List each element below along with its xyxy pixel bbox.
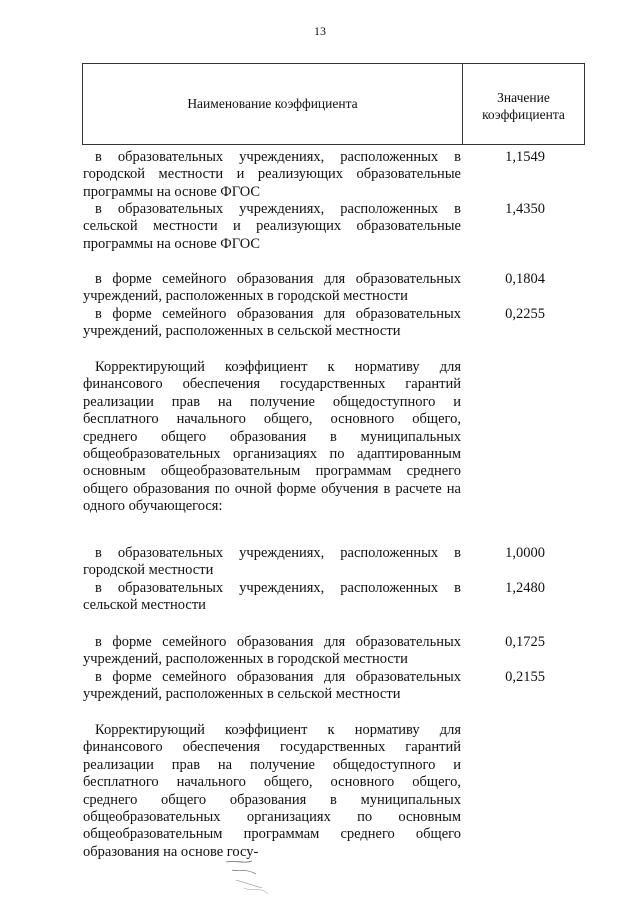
coefficient-value: 0,2255 (505, 306, 545, 322)
table-header (82, 63, 585, 145)
coefficient-value: 0,1804 (505, 271, 545, 287)
header-coefficient-name: Наименование коэффициента (187, 96, 358, 111)
corrective-coefficient-paragraph: Корректирующий коэффициент к нормативу для финансового обеспечения государственных гарантий реализации прав на получение общедоступного и бесплатного начального общего, основного общего, среднего общего образования в муниципальных общеобразовательных организациях по основным общеобразовательным программам среднего общего образования на основе госу- (83, 722, 461, 860)
coefficient-label: в форме семейного образования для образовательных учреждений, расположенных в сельской местности (83, 669, 461, 703)
coefficient-label: в форме семейного образования для образовательных учреждений, расположенных в сельской местности (83, 306, 461, 340)
handwritten-mark (222, 858, 282, 898)
coefficient-label: в форме семейного образования для образовательных учреждений, расположенных в городской местности (83, 271, 461, 305)
coefficient-value: 0,1725 (505, 634, 545, 650)
coefficient-value: 1,0000 (505, 545, 545, 561)
coefficient-value: 1,1549 (505, 149, 545, 165)
coefficient-label: в образовательных учреждениях, расположенных в сельской местности и реализующих образовательные программы на основе ФГОС (83, 201, 461, 252)
coefficient-value: 1,2480 (505, 580, 545, 596)
coefficient-label: в образовательных учреждениях, расположенных в сельской местности (83, 580, 461, 614)
coefficient-label: в форме семейного образования для образовательных учреждений, расположенных в городской местности (83, 634, 461, 668)
page-number: 13 (314, 24, 326, 38)
coefficient-label: в образовательных учреждениях, расположенных в городской местности (83, 545, 461, 579)
coefficient-value: 1,4350 (505, 201, 545, 217)
coefficient-value: 0,2155 (505, 669, 545, 685)
coefficient-label: в образовательных учреждениях, расположенных в городской местности и реализующих образовательные программы на основе ФГОС (83, 149, 461, 200)
corrective-coefficient-paragraph: Корректирующий коэффициент к нормативу для финансового обеспечения государственных гарантий реализации прав на получение общедоступного и бесплатного начального общего, основного общего, среднего общего образования в муниципальных общеобразовательных организациях по адаптированным основным общеобразовательным программам среднего общего образования по очной форме обучения в расчете на одного обучающегося: (83, 359, 461, 515)
header-coefficient-value: Значение коэффициента (482, 90, 565, 122)
